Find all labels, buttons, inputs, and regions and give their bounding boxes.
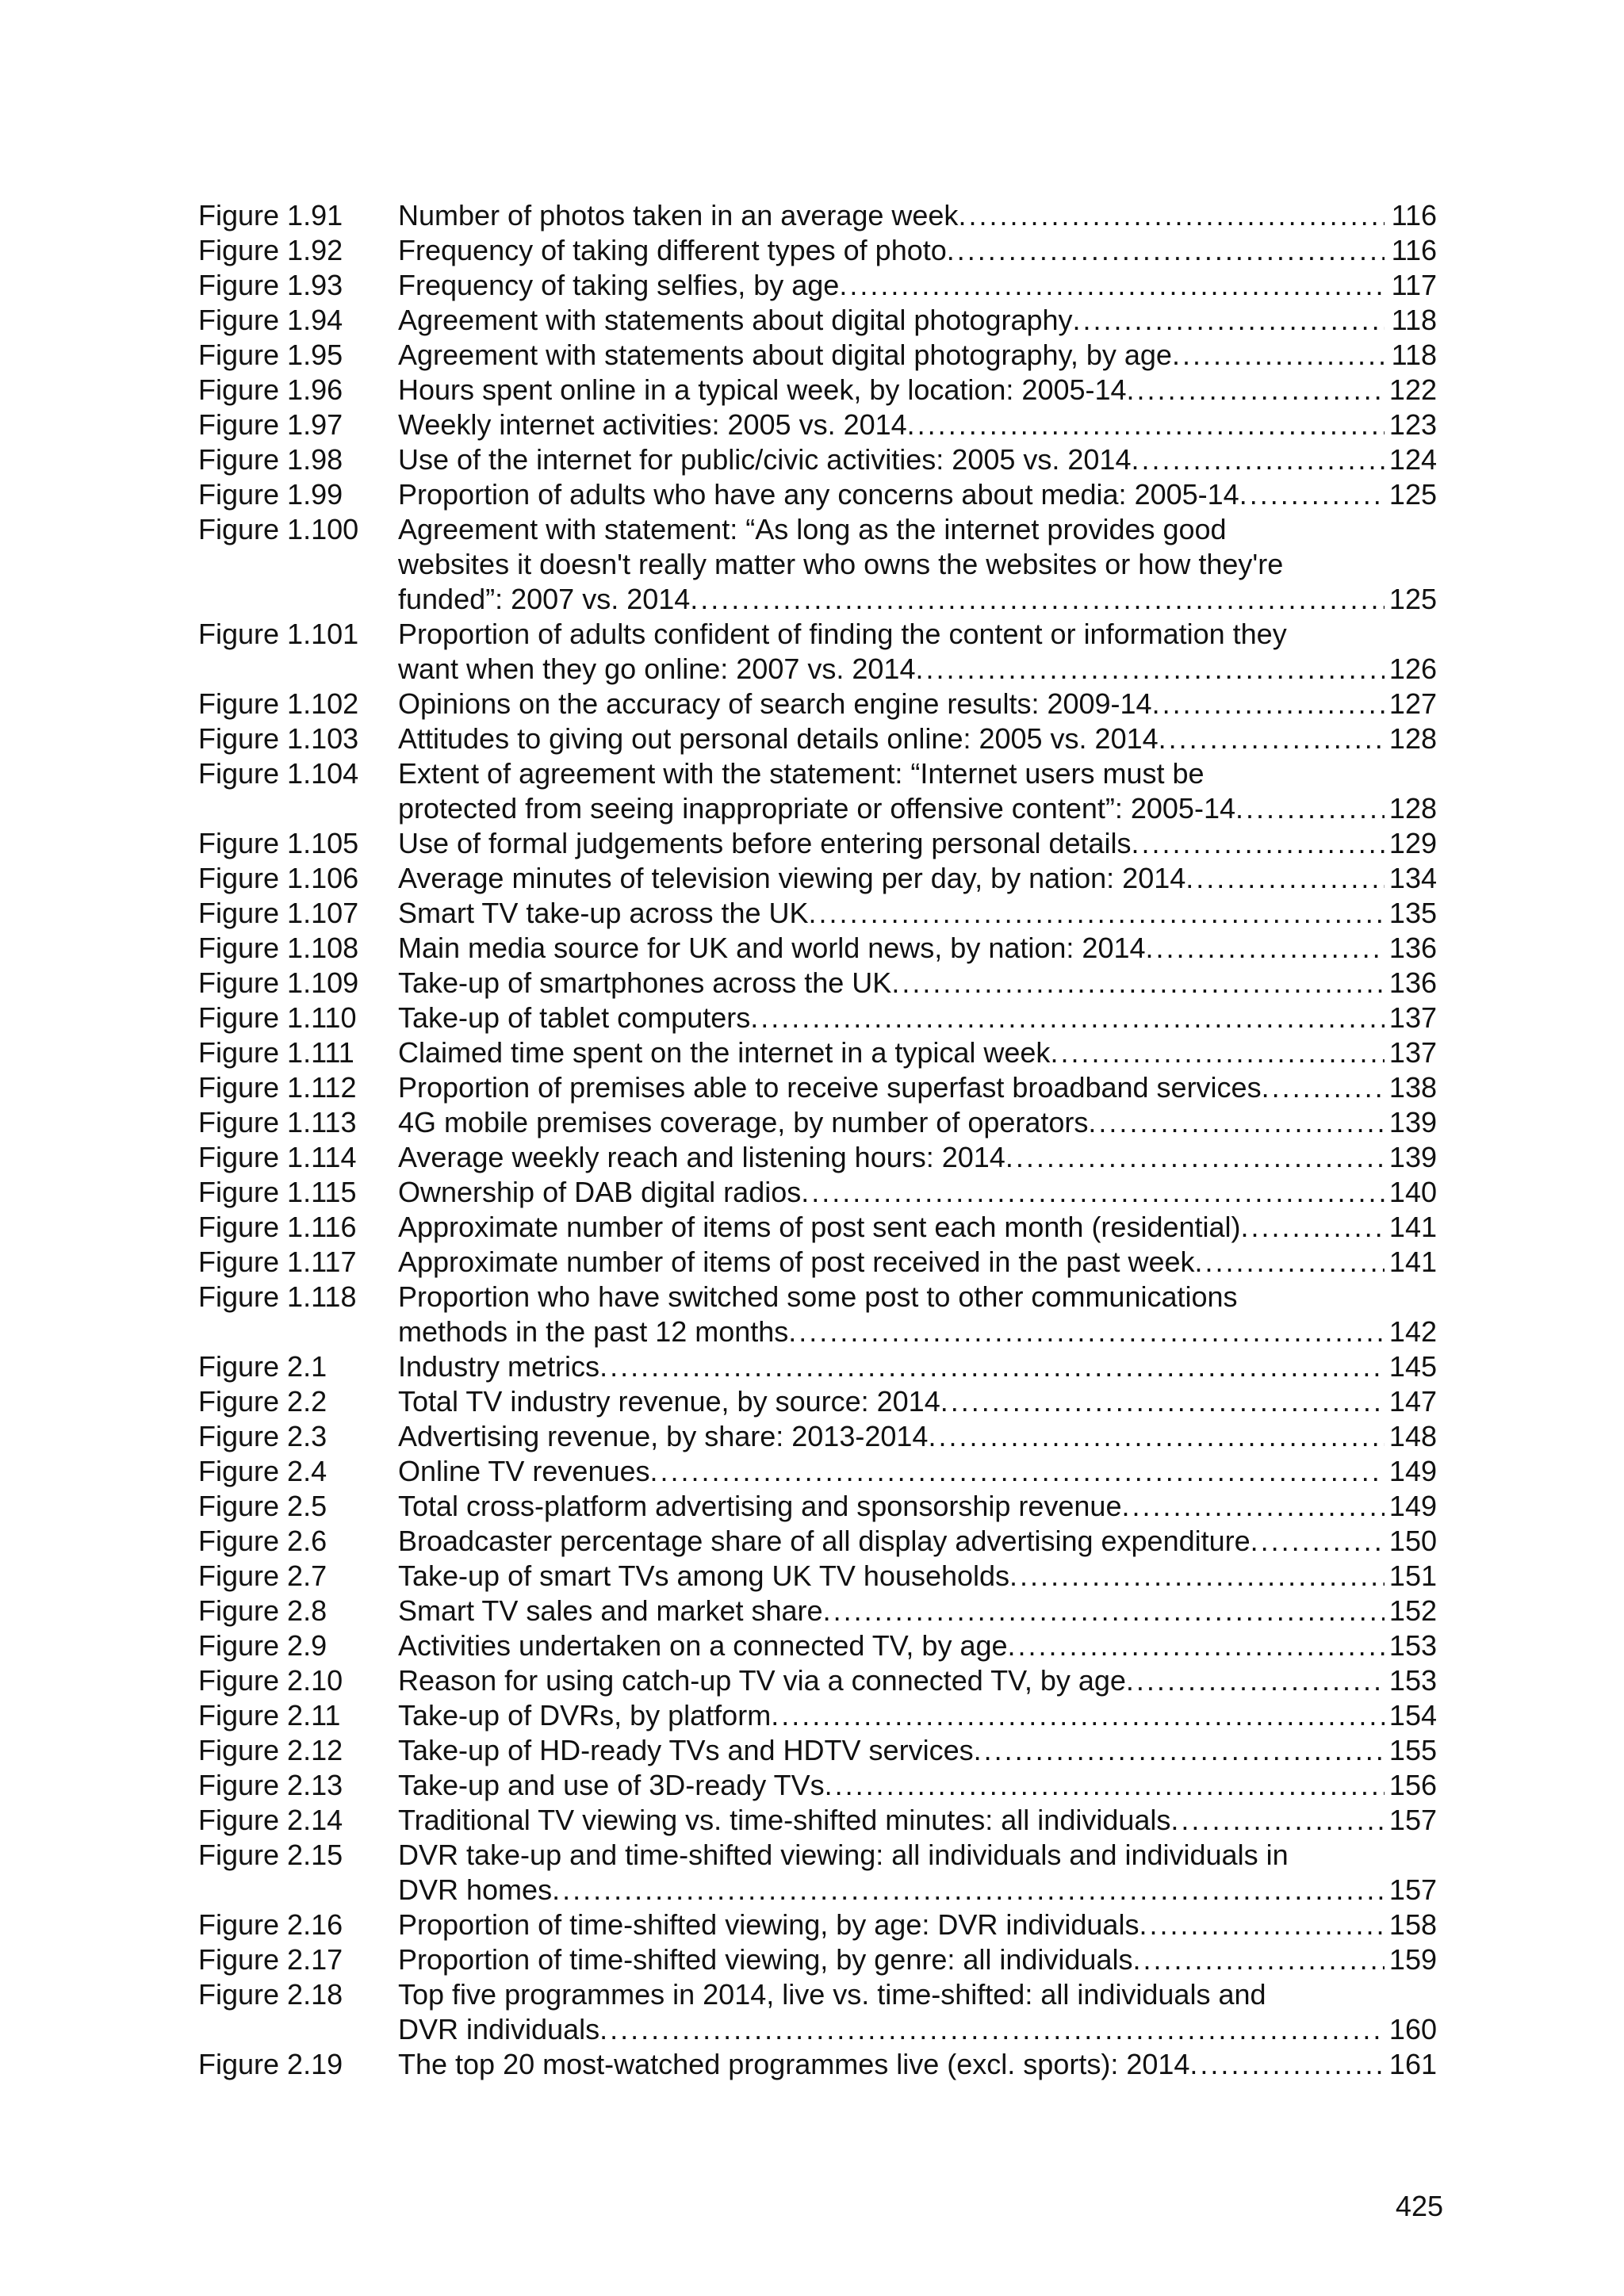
table-of-figures	[198, 198, 1437, 2082]
figure-title: Take-up of smartphones across the UK	[398, 966, 892, 999]
figure-entry	[398, 1105, 1437, 1140]
dot-leader	[907, 408, 1385, 442]
figure-page-number: 126	[1388, 652, 1437, 685]
toc-row	[198, 826, 1437, 861]
figure-page-number: 149	[1388, 1490, 1437, 1522]
dot-leader	[650, 1454, 1385, 1489]
toc-row	[198, 1942, 1437, 1977]
dot-leader	[1235, 791, 1385, 826]
dot-leader	[1159, 721, 1385, 756]
dot-leader	[1172, 338, 1385, 373]
figure-title: 4G mobile premises coverage, by number of operators	[398, 1106, 1089, 1138]
figure-page-number: 129	[1388, 827, 1437, 859]
toc-row	[198, 2047, 1437, 2082]
figure-number: Figure 2.5	[198, 1490, 327, 1522]
figure-number: Figure 1.92	[198, 234, 343, 266]
figure-number: Figure 1.100	[198, 513, 359, 545]
toc-row	[198, 233, 1437, 268]
figure-title: Take-up and use of 3D-ready TVs	[398, 1769, 825, 1801]
figure-title: Approximate number of items of post received in the past week	[398, 1246, 1195, 1278]
figure-title: Proportion of time-shifted viewing, by age: DVR individuals	[398, 1908, 1139, 1941]
figure-number: Figure 1.91	[198, 199, 343, 232]
figure-number: Figure 2.10	[198, 1664, 343, 1697]
toc-row	[198, 1245, 1437, 1280]
figure-entry	[398, 1419, 1437, 1454]
figure-number: Figure 2.8	[198, 1594, 327, 1627]
dot-leader	[801, 1175, 1385, 1210]
figure-title: Hours spent online in a typical week, by location: 2005-14	[398, 373, 1127, 406]
figure-number: Figure 1.103	[198, 722, 359, 755]
figure-entry	[398, 1175, 1437, 1210]
dot-leader	[1146, 931, 1385, 966]
figure-title: Attitudes to giving out personal details online: 2005 vs. 2014	[398, 722, 1159, 755]
toc-row	[198, 1140, 1437, 1175]
figure-entry	[398, 1803, 1437, 1838]
toc-row	[198, 198, 1437, 233]
figure-title: Approximate number of items of post sent each month (residential)	[398, 1211, 1241, 1243]
dot-leader	[1005, 1140, 1385, 1175]
figure-entry	[398, 2047, 1437, 2082]
figure-title: Use of formal judgements before entering personal details	[398, 827, 1132, 859]
figure-number: Figure 1.107	[198, 897, 359, 929]
dot-leader	[1189, 2047, 1385, 2082]
figure-title: DVR individuals	[398, 2013, 600, 2045]
figure-page-number: 153	[1388, 1664, 1437, 1697]
dot-leader	[1251, 1524, 1385, 1559]
figure-page-number: 145	[1388, 1350, 1437, 1383]
toc-row	[198, 1838, 1437, 1908]
figure-page-number: 142	[1388, 1315, 1437, 1348]
figure-page-number: 140	[1388, 1176, 1437, 1208]
dot-leader	[915, 652, 1385, 687]
dot-leader	[599, 2012, 1385, 2047]
figure-page-number: 118	[1391, 339, 1437, 371]
toc-row	[198, 1768, 1437, 1803]
dot-leader	[928, 1419, 1385, 1454]
figure-page-number: 118	[1391, 304, 1437, 336]
figure-entry	[398, 896, 1437, 931]
figure-entry	[398, 477, 1437, 512]
figure-title: want when they go online: 2007 vs. 2014	[398, 652, 916, 685]
toc-row	[198, 1070, 1437, 1105]
figure-title: Industry metrics	[398, 1350, 600, 1383]
figure-entry	[398, 1454, 1437, 1489]
figure-number: Figure 1.106	[198, 862, 359, 894]
toc-row	[198, 1977, 1437, 2047]
toc-row	[198, 303, 1437, 338]
figure-title: Number of photos taken in an average week	[398, 199, 959, 232]
toc-row	[198, 1803, 1437, 1838]
figure-entry	[398, 1733, 1437, 1768]
dot-leader	[958, 198, 1385, 233]
figure-number: Figure 2.6	[198, 1525, 327, 1557]
figure-entry	[398, 1245, 1437, 1280]
figure-entry	[398, 1977, 1437, 2047]
figure-number: Figure 2.19	[198, 2048, 343, 2080]
figure-title: DVR take-up and time-shifted viewing: all individuals and individuals in	[398, 1839, 1289, 1871]
figure-entry	[398, 721, 1437, 756]
toc-row	[198, 1384, 1437, 1419]
figure-title: Traditional TV viewing vs. time-shifted minutes: all individuals	[398, 1804, 1171, 1836]
figure-title: DVR homes	[398, 1873, 553, 1906]
toc-row	[198, 617, 1437, 687]
toc-row	[198, 1908, 1437, 1942]
figure-number: Figure 1.110	[198, 1001, 357, 1034]
figure-entry	[398, 442, 1437, 477]
figure-page-number: 136	[1388, 932, 1437, 964]
toc-row	[198, 1454, 1437, 1489]
dot-leader	[1139, 1908, 1385, 1942]
dot-leader	[771, 1698, 1385, 1733]
figure-page-number: 156	[1388, 1769, 1437, 1801]
dot-leader	[1170, 1803, 1385, 1838]
toc-row	[198, 442, 1437, 477]
dot-leader	[1195, 1245, 1385, 1280]
figure-entry	[398, 338, 1437, 373]
toc-row	[198, 861, 1437, 896]
figure-number: Figure 2.16	[198, 1908, 343, 1941]
figure-number: Figure 1.95	[198, 339, 343, 371]
toc-row	[198, 966, 1437, 1001]
dot-leader	[839, 268, 1385, 303]
figure-entry	[398, 1210, 1437, 1245]
figure-title: Frequency of taking selfies, by age	[398, 269, 840, 301]
figure-page-number: 152	[1388, 1594, 1437, 1627]
toc-row	[198, 896, 1437, 931]
toc-row	[198, 1663, 1437, 1698]
figure-number: Figure 1.93	[198, 269, 343, 301]
figure-page-number: 147	[1388, 1385, 1437, 1418]
dot-leader	[1131, 442, 1385, 477]
figure-number: Figure 2.4	[198, 1455, 327, 1487]
toc-row	[198, 1698, 1437, 1733]
toc-row	[198, 1419, 1437, 1454]
figure-title: Main media source for UK and world news, by nation: 2014	[398, 932, 1146, 964]
figure-title: Proportion of adults who have any concerns about media: 2005-14	[398, 478, 1239, 511]
figure-number: Figure 1.114	[198, 1141, 357, 1173]
figure-entry	[398, 1838, 1437, 1908]
figure-title: Proportion who have switched some post to other communications	[398, 1280, 1238, 1313]
dot-leader	[1185, 861, 1385, 896]
toc-row	[198, 408, 1437, 442]
toc-row	[198, 1628, 1437, 1663]
figure-title: Use of the internet for public/civic activities: 2005 vs. 2014	[398, 443, 1132, 476]
figure-entry	[398, 198, 1437, 233]
figure-title: funded”: 2007 vs. 2014	[398, 583, 691, 615]
figure-page-number: 155	[1388, 1734, 1437, 1766]
figure-number: Figure 1.109	[198, 966, 359, 999]
toc-row	[198, 1559, 1437, 1594]
toc-row	[198, 268, 1437, 303]
figure-entry	[398, 1663, 1437, 1698]
figure-title: Weekly internet activities: 2005 vs. 2014	[398, 408, 907, 441]
figure-title: Take-up of DVRs, by platform	[398, 1699, 772, 1732]
figure-title: Take-up of smart TVs among UK TV households	[398, 1559, 1010, 1592]
toc-row	[198, 1489, 1437, 1524]
dot-leader	[690, 582, 1385, 617]
toc-row	[198, 1524, 1437, 1559]
figure-number: Figure 1.116	[198, 1211, 357, 1243]
toc-row	[198, 512, 1437, 617]
figure-entry	[398, 1594, 1437, 1628]
dot-leader	[1239, 477, 1385, 512]
figure-page-number: 134	[1388, 862, 1437, 894]
figure-title: Reason for using catch-up TV via a connected TV, by age	[398, 1664, 1126, 1697]
figure-page-number: 128	[1388, 722, 1437, 755]
figure-entry	[398, 687, 1437, 721]
figure-entry	[398, 1489, 1437, 1524]
figure-title: Broadcaster percentage share of all display advertising expenditure	[398, 1525, 1251, 1557]
figure-entry	[398, 303, 1437, 338]
dot-leader	[1008, 1628, 1385, 1663]
figure-entry	[398, 1698, 1437, 1733]
figure-entry	[398, 966, 1437, 1001]
toc-row	[198, 338, 1437, 373]
figure-entry	[398, 931, 1437, 966]
figure-entry	[398, 861, 1437, 896]
figure-number: Figure 1.111	[198, 1036, 354, 1069]
figure-page-number: 125	[1388, 478, 1437, 511]
figure-number: Figure 2.14	[198, 1804, 343, 1836]
figure-number: Figure 1.101	[198, 618, 359, 650]
dot-leader	[891, 966, 1385, 1001]
dot-leader	[947, 233, 1385, 268]
dot-leader	[1009, 1559, 1385, 1594]
figure-title: Proportion of time-shifted viewing, by genre: all individuals	[398, 1943, 1133, 1976]
figure-title: Total cross-platform advertising and sponsorship revenue	[398, 1490, 1122, 1522]
figure-title: methods in the past 12 months	[398, 1315, 789, 1348]
figure-title: Agreement with statement: “As long as the internet provides good	[398, 513, 1227, 545]
figure-title: The top 20 most-watched programmes live (excl. sports): 2014	[398, 2048, 1190, 2080]
figure-number: Figure 2.18	[198, 1978, 343, 2011]
figure-entry	[398, 373, 1437, 408]
figure-title: Advertising revenue, by share: 2013-2014	[398, 1420, 929, 1452]
dot-leader	[823, 1594, 1385, 1628]
figure-title: Activities undertaken on a connected TV, by age	[398, 1629, 1008, 1662]
figure-title: Frequency of taking different types of photo	[398, 234, 947, 266]
dot-leader	[599, 1349, 1385, 1384]
figure-number: Figure 2.17	[198, 1943, 343, 1976]
toc-row	[198, 1349, 1437, 1384]
dot-leader	[788, 1314, 1385, 1349]
figure-title: Total TV industry revenue, by source: 2014	[398, 1385, 940, 1418]
toc-row	[198, 1280, 1437, 1349]
toc-row	[198, 1210, 1437, 1245]
figure-title: Proportion of adults confident of finding the content or information they	[398, 618, 1287, 650]
figure-title: Take-up of tablet computers	[398, 1001, 751, 1034]
toc-row	[198, 931, 1437, 966]
figure-number: Figure 1.102	[198, 687, 359, 720]
toc-row	[198, 1733, 1437, 1768]
figure-entry	[398, 1942, 1437, 1977]
page-number: 425	[1395, 2190, 1443, 2222]
figure-number: Figure 2.12	[198, 1734, 343, 1766]
figure-number: Figure 1.96	[198, 373, 343, 406]
figure-page-number: 116	[1391, 199, 1437, 232]
dot-leader	[1121, 1489, 1385, 1524]
figure-page-number: 122	[1388, 373, 1437, 406]
figure-number: Figure 1.104	[198, 757, 359, 790]
figure-page-number: 158	[1388, 1908, 1437, 1941]
figure-entry	[398, 1349, 1437, 1384]
figure-title: protected from seeing inappropriate or offensive content”: 2005-14	[398, 792, 1235, 825]
figure-number: Figure 2.13	[198, 1769, 343, 1801]
figure-entry	[398, 233, 1437, 268]
figure-page-number: 116	[1391, 234, 1437, 266]
dot-leader	[552, 1873, 1385, 1908]
toc-row	[198, 721, 1437, 756]
figure-title: Top five programmes in 2014, live vs. time-shifted: all individuals and	[398, 1978, 1266, 2011]
figure-title: Average minutes of television viewing per day, by nation: 2014	[398, 862, 1186, 894]
figure-number: Figure 1.105	[198, 827, 359, 859]
figure-number: Figure 2.15	[198, 1839, 343, 1871]
figure-page-number: 161	[1388, 2048, 1437, 2080]
figure-page-number: 154	[1388, 1699, 1437, 1732]
figure-number: Figure 1.98	[198, 443, 343, 476]
figure-number: Figure 2.7	[198, 1559, 327, 1592]
figure-title: Agreement with statements about digital photography	[398, 304, 1073, 336]
figure-number: Figure 2.1	[198, 1350, 327, 1383]
figure-page-number: 160	[1388, 2013, 1437, 2045]
figure-page-number: 148	[1388, 1420, 1437, 1452]
figure-page-number: 135	[1388, 897, 1437, 929]
figure-title: Online TV revenues	[398, 1455, 650, 1487]
figure-entry	[398, 617, 1437, 687]
figure-page-number: 150	[1388, 1525, 1437, 1557]
toc-row	[198, 1175, 1437, 1210]
figure-title: Average weekly reach and listening hours: 2014	[398, 1141, 1005, 1173]
figure-page-number: 141	[1388, 1211, 1437, 1243]
figure-entry	[398, 756, 1437, 826]
figure-page-number: 136	[1388, 966, 1437, 999]
figure-page-number: 153	[1388, 1629, 1437, 1662]
figure-number: Figure 1.117	[198, 1246, 357, 1278]
dot-leader	[1073, 303, 1385, 338]
dot-leader	[809, 896, 1385, 931]
dot-leader	[974, 1733, 1385, 1768]
figure-number: Figure 1.112	[198, 1071, 357, 1104]
dot-leader	[1088, 1105, 1385, 1140]
figure-entry	[398, 1035, 1437, 1070]
dot-leader	[1262, 1070, 1385, 1105]
figure-entry	[398, 1384, 1437, 1419]
figure-number: Figure 1.108	[198, 932, 359, 964]
dot-leader	[750, 1001, 1385, 1035]
figure-title: Proportion of premises able to receive superfast broadband services	[398, 1071, 1262, 1104]
figure-page-number: 125	[1388, 583, 1437, 615]
figure-page-number: 128	[1388, 792, 1437, 825]
figure-number: Figure 1.118	[198, 1280, 357, 1313]
figure-entry	[398, 268, 1437, 303]
figure-page-number: 151	[1388, 1559, 1437, 1592]
dot-leader	[825, 1768, 1385, 1803]
figure-page-number: 157	[1388, 1873, 1437, 1906]
figure-entry	[398, 1628, 1437, 1663]
dot-leader	[1152, 687, 1385, 721]
figure-entry	[398, 1908, 1437, 1942]
figure-page-number: 127	[1388, 687, 1437, 720]
figure-title: Extent of agreement with the statement: “Internet users must be	[398, 757, 1205, 790]
figure-number: Figure 1.113	[198, 1106, 357, 1138]
figure-title: Smart TV sales and market share	[398, 1594, 823, 1627]
dot-leader	[1050, 1035, 1385, 1070]
figure-entry	[398, 1001, 1437, 1035]
figure-page-number: 124	[1388, 443, 1437, 476]
figure-number: Figure 2.2	[198, 1385, 327, 1418]
toc-row	[198, 756, 1437, 826]
dot-leader	[1126, 1663, 1385, 1698]
figure-number: Figure 2.3	[198, 1420, 327, 1452]
figure-title: websites it doesn't really matter who owns the websites or how they're	[398, 548, 1284, 580]
figure-page-number: 149	[1388, 1455, 1437, 1487]
figure-entry	[398, 826, 1437, 861]
figure-page-number: 159	[1388, 1943, 1437, 1976]
figure-number: Figure 1.94	[198, 304, 343, 336]
figure-entry	[398, 1768, 1437, 1803]
toc-row	[198, 1035, 1437, 1070]
figure-page-number: 139	[1388, 1106, 1437, 1138]
dot-leader	[1132, 1942, 1385, 1977]
figure-number: Figure 2.11	[198, 1699, 341, 1732]
figure-entry	[398, 1140, 1437, 1175]
figure-page-number: 141	[1388, 1246, 1437, 1278]
toc-row	[198, 373, 1437, 408]
figure-number: Figure 1.99	[198, 478, 343, 511]
figure-title: Opinions on the accuracy of search engine results: 2009-14	[398, 687, 1152, 720]
dot-leader	[1241, 1210, 1385, 1245]
figure-title: Smart TV take-up across the UK	[398, 897, 809, 929]
toc-row	[198, 1001, 1437, 1035]
figure-entry	[398, 408, 1437, 442]
figure-title: Claimed time spent on the internet in a typical week	[398, 1036, 1051, 1069]
figure-page-number: 123	[1388, 408, 1437, 441]
figure-page-number: 137	[1388, 1001, 1437, 1034]
figure-number: Figure 2.9	[198, 1629, 327, 1662]
figure-entry	[398, 1524, 1437, 1559]
figure-entry	[398, 512, 1437, 617]
toc-row	[198, 477, 1437, 512]
figure-entry	[398, 1559, 1437, 1594]
toc-row	[198, 1105, 1437, 1140]
figure-page-number: 139	[1388, 1141, 1437, 1173]
figure-title: Ownership of DAB digital radios	[398, 1176, 802, 1208]
toc-row	[198, 687, 1437, 721]
figure-title: Agreement with statements about digital photography, by age	[398, 339, 1172, 371]
figure-number: Figure 1.115	[198, 1176, 357, 1208]
toc-row	[198, 1594, 1437, 1628]
dot-leader	[940, 1384, 1385, 1419]
figure-page-number: 138	[1388, 1071, 1437, 1104]
dot-leader	[1127, 373, 1385, 408]
figure-page-number: 157	[1388, 1804, 1437, 1836]
figure-entry	[398, 1070, 1437, 1105]
figure-entry	[398, 1280, 1437, 1349]
dot-leader	[1132, 826, 1385, 861]
figure-number: Figure 1.97	[198, 408, 343, 441]
figure-page-number: 137	[1388, 1036, 1437, 1069]
figure-page-number: 117	[1391, 269, 1437, 301]
figure-title: Take-up of HD-ready TVs and HDTV services	[398, 1734, 974, 1766]
